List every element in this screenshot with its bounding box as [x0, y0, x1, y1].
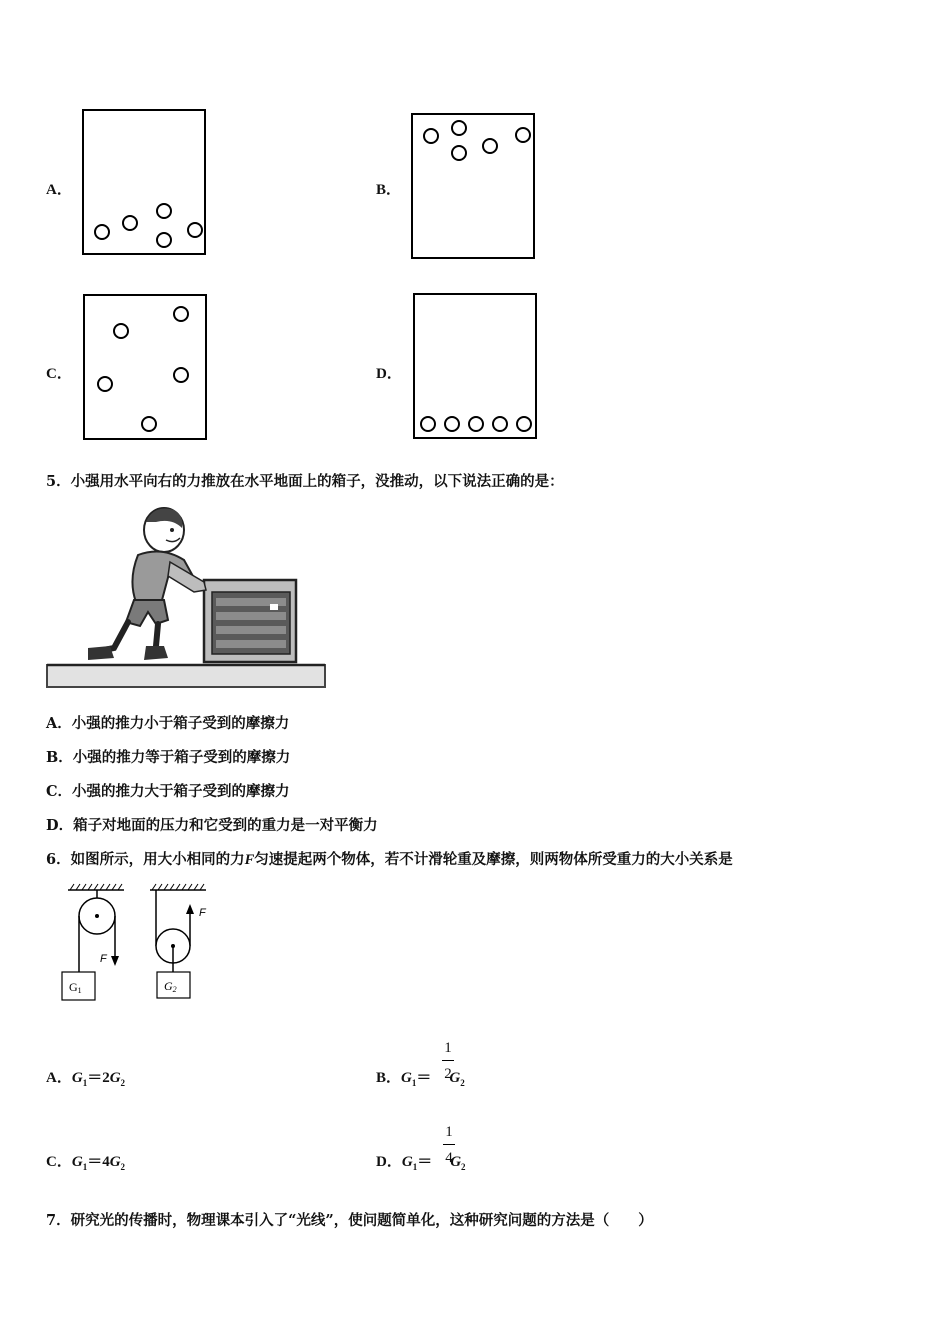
q5-option-c: C．小强的推力大于箱子受到的摩擦力 [46, 783, 290, 800]
wooden-box [204, 580, 296, 662]
particle [173, 367, 189, 383]
particle [492, 416, 508, 432]
g2-label: G2 [164, 979, 177, 994]
boy-figure [88, 508, 206, 660]
particle [468, 416, 484, 432]
particle [187, 222, 203, 238]
q5-stem: 5．小强用水平向右的力推放在水平地面上的箱子，没推动，以下说法正确的是： [46, 473, 564, 490]
fraction-bar [443, 1144, 455, 1145]
particle [141, 416, 157, 432]
option-label: C． [46, 366, 72, 382]
particle [97, 376, 113, 392]
ground [47, 665, 325, 687]
container-diagram [413, 293, 537, 439]
pulley-diagram [56, 880, 226, 1005]
boy-pushing-box-illustration [44, 500, 330, 696]
particle [156, 203, 172, 219]
container-diagram [82, 109, 206, 255]
particle [451, 120, 467, 136]
q6-stem-post: 匀速提起两个物体，若不计滑轮重及摩擦，则两物体所受重力的大小关系是 [254, 851, 733, 868]
q6-option-b: B．$G_1= G_2$ [376, 1070, 465, 1088]
container-diagram [83, 294, 207, 440]
q6-stem-pre: 6．如图所示，用大小相同的力 [46, 851, 245, 868]
force-label: F [100, 953, 107, 965]
container-diagram [411, 113, 535, 259]
particle [420, 416, 436, 432]
fraction-numerator: 1 [445, 1124, 453, 1140]
option-label: D． [376, 366, 402, 382]
option-label: A． [46, 182, 72, 198]
fraction-denominator: 4 [445, 1150, 453, 1166]
option-label: B． [376, 182, 402, 198]
particle [515, 127, 531, 143]
q6-stem-var: F [244, 852, 255, 868]
particle [113, 323, 129, 339]
particle [482, 138, 498, 154]
q6-option-c: C．$G_1=4G_2$ [46, 1154, 126, 1172]
particle [173, 306, 189, 322]
q5-option-a: A．小强的推力小于箱子受到的摩擦力 [46, 715, 290, 732]
q6-option-a: A．$G_1=2G_2$ [46, 1070, 126, 1088]
particle [122, 215, 138, 231]
particle [451, 145, 467, 161]
fraction-numerator: 1 [444, 1040, 452, 1056]
particle [156, 232, 172, 248]
q5-option-d: D．箱子对地面的压力和它受到的重力是一对平衡力 [46, 817, 378, 834]
particle [516, 416, 532, 432]
force-label-2: F [199, 907, 206, 919]
particle [444, 416, 460, 432]
q6-option-d: D．$G_1= G_2$ [376, 1154, 466, 1172]
particle [423, 128, 439, 144]
q7-stem: 7．研究光的传播时，物理课本引入了“光线”，使问题简单化，这种研究问题的方法是（ ） [46, 1212, 653, 1229]
q5-option-b: B．小强的推力等于箱子受到的摩擦力 [46, 749, 291, 766]
q6-stem [46, 848, 733, 869]
fraction-bar [442, 1060, 454, 1061]
fraction-denominator: 2 [444, 1066, 452, 1082]
g1-label: G1 [69, 980, 82, 995]
particle [94, 224, 110, 240]
